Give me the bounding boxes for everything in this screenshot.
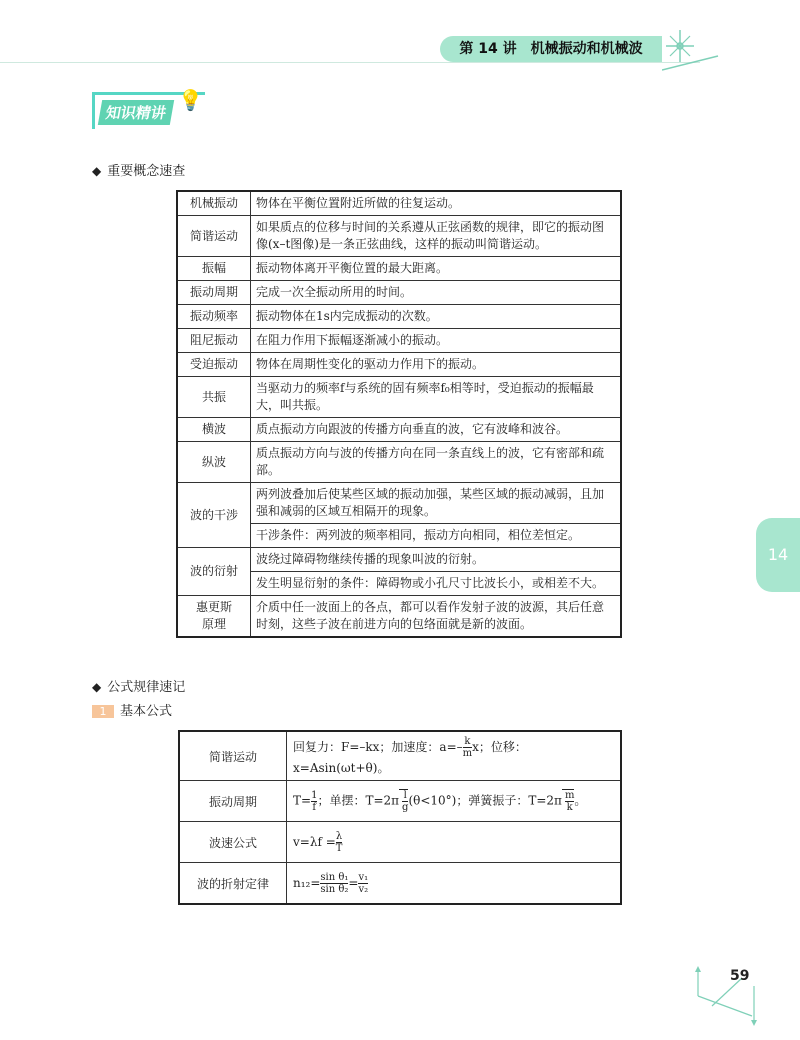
concepts-table: [176, 190, 622, 638]
def-cell: 发生明显衍射的条件：障碍物或小孔尺寸比波长小，或相差不大。: [251, 572, 622, 596]
section-label: 知识精讲: [98, 100, 174, 125]
term-cell: 纵波: [177, 442, 251, 483]
vector-arrows-icon: [692, 966, 764, 1026]
subsection-number: 1: [92, 705, 114, 718]
def-cell: 振动物体离开平衡位置的最大距离。: [251, 257, 622, 281]
diamond-icon: ◆: [92, 680, 102, 694]
formula-cell: [287, 822, 622, 863]
formula-text: T=: [293, 793, 312, 808]
term-cell: 受迫振动: [177, 353, 251, 377]
frac-num: 1: [311, 789, 318, 801]
term-line-2: 原理: [201, 617, 226, 631]
formula-text: v=λf =: [293, 834, 336, 849]
frac-num: m: [564, 790, 575, 801]
formula-text: 回复力：F=–kx；加速度：a=–: [293, 740, 463, 754]
def-cell: 介质中任一波面上的各点，都可以看作发射子波的波源，其后任意时刻，这些子波在前进方向的包络面就是新的波面。: [251, 596, 622, 638]
def-cell: 质点振动方向与波的传播方向在同一条直线上的波，它有密部和疏部。: [251, 442, 622, 483]
formula-cell: [287, 731, 622, 781]
def-cell: 物体在平衡位置附近所做的往复运动。: [251, 191, 622, 216]
frac-den: g: [402, 802, 409, 813]
def-cell: 干涉条件：两列波的频率相同，振动方向相同，相位差恒定。: [251, 524, 622, 548]
lightbulb-icon: 💡: [178, 88, 203, 112]
frac-num: sin θ₁: [320, 871, 349, 883]
frac-num: v₁: [358, 871, 369, 883]
header-divider: [0, 62, 700, 63]
concepts-heading-text: 重要概念速查: [107, 164, 186, 179]
term-cell: 波速公式: [179, 822, 287, 863]
formulas-heading-text: 公式规律速记: [107, 680, 186, 695]
frac-den: f: [312, 801, 317, 813]
table-row: [179, 781, 621, 822]
table-row: [179, 863, 621, 905]
subsection-badge: [92, 700, 172, 719]
term-cell: 振动频率: [177, 305, 251, 329]
table-row: [177, 305, 621, 329]
term-line-1: 惠更斯: [195, 600, 232, 614]
frac-den: m: [462, 748, 473, 759]
frac-num: λ: [335, 830, 343, 842]
formulas-table: [178, 730, 622, 905]
term-cell: 振动周期: [179, 781, 287, 822]
table-row: [177, 548, 621, 572]
term-cell: 振幅: [177, 257, 251, 281]
table-row: [177, 353, 621, 377]
def-cell: 波绕过障碍物继续传播的现象叫波的衍射。: [251, 548, 622, 572]
def-cell: 完成一次全振动所用的时间。: [251, 281, 622, 305]
term-cell: 波的折射定律: [179, 863, 287, 905]
chapter-header: 第 14 讲 机械振动和机械波: [440, 36, 662, 62]
formula-text: x；位移：x=Asin(ωt+θ)。: [293, 740, 527, 775]
formula-cell: [287, 781, 622, 822]
def-cell: 在阻力作用下振幅逐渐减小的振动。: [251, 329, 622, 353]
subsection-title: 基本公式: [120, 704, 173, 719]
table-row: [177, 257, 621, 281]
def-cell: 物体在周期性变化的驱动力作用下的振动。: [251, 353, 622, 377]
term-cell: 机械振动: [177, 191, 251, 216]
table-row: [177, 281, 621, 305]
chapter-side-tab: 14: [756, 518, 800, 592]
table-row: [177, 216, 621, 257]
term-cell: 波的干涉: [177, 483, 251, 548]
term-cell: [177, 596, 251, 638]
frac-den: T: [335, 842, 343, 854]
formula-text: (θ<10°)；弹簧振子：T=2π: [408, 793, 562, 808]
frac-num: l: [403, 790, 407, 801]
concepts-heading: [92, 160, 185, 179]
page-number: 59: [730, 968, 750, 984]
table-row: [177, 596, 621, 638]
diamond-icon: ◆: [92, 164, 102, 178]
table-row: [177, 418, 621, 442]
frac-den: sin θ₂: [320, 883, 349, 895]
def-cell: 当驱动力的频率f与系统的固有频率f₀相等时，受迫振动的振幅最大，叫共振。: [251, 377, 622, 418]
term-cell: 阻尼振动: [177, 329, 251, 353]
table-row: [177, 483, 621, 524]
formula-text: n₁₂=: [293, 875, 321, 890]
frac-num: k: [464, 736, 471, 747]
formula-text: =: [348, 875, 359, 890]
term-cell: 波的衍射: [177, 548, 251, 596]
table-row: [177, 329, 621, 353]
formula-text: ；单摆：T=2π: [317, 793, 400, 808]
table-row: [177, 191, 621, 216]
formula-text: 。: [574, 793, 587, 808]
term-cell: 横波: [177, 418, 251, 442]
def-cell: 振动物体在1s内完成振动的次数。: [251, 305, 622, 329]
table-row: [177, 377, 621, 418]
frac-den: v₂: [358, 883, 369, 895]
term-cell: 简谐运动: [179, 731, 287, 781]
table-row: [177, 442, 621, 483]
def-cell: 质点振动方向跟波的传播方向垂直的波，它有波峰和波谷。: [251, 418, 622, 442]
term-cell: 简谐运动: [177, 216, 251, 257]
formulas-heading: [92, 676, 185, 695]
windmill-icon: [662, 26, 722, 76]
frac-den: k: [566, 802, 573, 813]
term-cell: 振动周期: [177, 281, 251, 305]
table-row: [179, 822, 621, 863]
formula-cell: [287, 863, 622, 905]
def-cell: 如果质点的位移与时间的关系遵从正弦函数的规律，即它的振动图像(x–t图像)是一条正弦曲线，这样的振动叫简谐运动。: [251, 216, 622, 257]
def-cell: 两列波叠加后使某些区域的振动加强，某些区域的振动减弱，且加强和减弱的区域互相隔开的现象。: [251, 483, 622, 524]
table-row: [179, 731, 621, 781]
term-cell: 共振: [177, 377, 251, 418]
